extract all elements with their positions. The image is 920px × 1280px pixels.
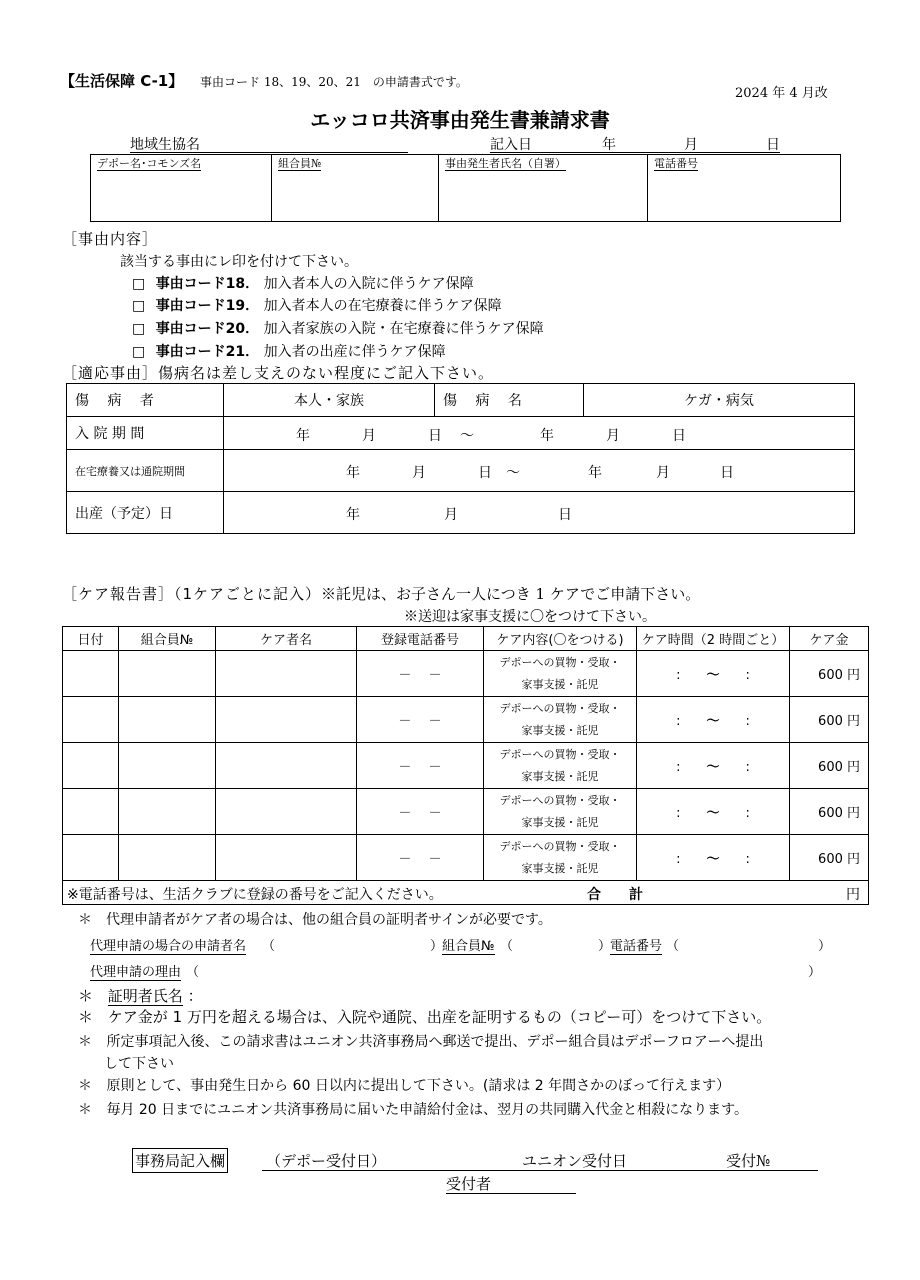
checkbox-icon[interactable]: □: [132, 298, 146, 314]
depot-receipt-date[interactable]: （デポー受付日）: [266, 1152, 387, 1170]
col-care-time: ケア時間（2 時間ごと）: [637, 627, 790, 651]
form-code-note: 事由コード 18、19、20、21 の申請書式です。: [200, 75, 468, 89]
time-end-colon: :: [745, 668, 750, 683]
reason-text: 加入者の出産に伴うケア保障: [263, 344, 446, 360]
proxy-phone-close: ）: [818, 939, 832, 954]
office-use-label: 事務局記入欄: [132, 1148, 228, 1173]
date-cell[interactable]: [63, 789, 119, 835]
col-carer: ケア者名: [216, 627, 357, 651]
time-start-colon: :: [676, 806, 681, 821]
union-receipt-date[interactable]: ユニオン受付日: [522, 1152, 628, 1170]
revision-date: 2024 年 4 月改: [735, 86, 828, 101]
entry-date-field[interactable]: [490, 134, 780, 153]
time-start-colon: :: [676, 852, 681, 867]
date-cell[interactable]: [63, 651, 119, 697]
birth-date-label: 出産（予定）日: [67, 492, 224, 534]
entry-day-label: 日: [766, 137, 780, 153]
note-bullet: ＊: [78, 987, 94, 1005]
care-content-line1: デポーへの買物・受取・: [499, 839, 621, 853]
total-row: [63, 881, 869, 905]
time-start-colon: :: [676, 714, 681, 729]
proxy-member-close: ）: [598, 939, 612, 954]
care-heading: ［ケア報告書］（1ケアごとに記入）: [62, 585, 322, 603]
note-item: [78, 1075, 730, 1095]
note-text: ケア金が 1 万円を超える場合は、入院や通院、出産を証明するもの（コピー可）をつけて下さい。: [107, 1008, 772, 1026]
care-content-cell[interactable]: [484, 835, 637, 881]
hospital-end-month-label: 月: [606, 428, 620, 444]
col-date: 日付: [63, 627, 119, 651]
hospital-end-day-label: 日: [672, 428, 686, 444]
member-no-cell[interactable]: [119, 651, 216, 697]
form-code-label: 【生活保障 C-1】: [60, 72, 184, 90]
time-tilde: ～: [706, 714, 720, 729]
hospital-start-day-label: 日: [428, 428, 442, 444]
birth-date-field[interactable]: [224, 492, 855, 534]
time-tilde: ～: [706, 806, 720, 821]
reason-text: 加入者本人の入院に伴うケア保障: [263, 276, 474, 292]
applicant-info-table: [90, 154, 841, 222]
note-text: 原則として、事由発生日から 60 日以内に提出して下さい。(請求は 2 年間さかのぼって行えます）: [106, 1078, 731, 1094]
note-bullet: ＊: [78, 1102, 92, 1118]
region-field[interactable]: [130, 134, 408, 153]
entry-year-label: 年: [602, 137, 616, 153]
date-cell[interactable]: [63, 743, 119, 789]
patient-label: 傷 病 者: [67, 384, 224, 417]
care-content-line2: 家事支援・託児: [521, 677, 599, 691]
depot-name-header: デポー名･コモンズ名: [97, 157, 202, 170]
receiver-label: 受付者: [446, 1175, 492, 1193]
page-title: エッコロ共済事由発生書兼請求書: [310, 108, 610, 132]
care-time-cell[interactable]: [637, 743, 790, 789]
col-member-no: 組合員№: [119, 627, 216, 651]
care-content-line1: デポーへの買物・受取・: [499, 701, 621, 715]
phone-cell[interactable]: [648, 155, 841, 222]
time-end-colon: :: [745, 806, 750, 821]
proxy-phone-field[interactable]: （: [666, 939, 680, 954]
certifier-colon: ：: [187, 987, 203, 1005]
home-tilde: ～: [506, 465, 520, 481]
care-content-cell[interactable]: [484, 789, 637, 835]
note-bullet: ＊: [78, 1008, 94, 1026]
proxy-name-label: 代理申請の場合の申請者名: [90, 935, 246, 955]
proxy-member-field[interactable]: （: [500, 939, 514, 954]
table-row: [63, 697, 869, 743]
col-care-content: ケア内容(〇をつける): [484, 627, 637, 651]
applicable-heading: ［適応事由］傷病名は差し支えのない程度にご記入下さい。: [62, 364, 495, 382]
care-content-line1: デポーへの買物・受取・: [499, 747, 621, 761]
phone-header: 電話番号: [654, 157, 698, 170]
total-label: 合 計: [587, 887, 643, 903]
care-fee-cell: 600 円: [790, 651, 869, 697]
time-tilde: ～: [706, 668, 720, 683]
hospital-period-field[interactable]: [224, 417, 855, 450]
carer-cell[interactable]: [216, 835, 357, 881]
phone-registration-note: ※電話番号は、生活クラブに登録の番号をご記入ください。: [67, 887, 443, 903]
home-start-day-label: 日: [478, 465, 492, 481]
care-content-line2: 家事支援・託児: [521, 815, 599, 829]
proxy-reason-row: [90, 961, 830, 981]
reason-item-18[interactable]: [132, 273, 474, 293]
phone-cell[interactable]: － －: [357, 697, 484, 743]
disease-value[interactable]: ケガ・病気: [584, 384, 855, 417]
certifier-label: 証明者氏名: [107, 987, 183, 1005]
home-end-month-label: 月: [656, 465, 670, 481]
reason-item-19[interactable]: [132, 295, 502, 315]
table-row: [63, 789, 869, 835]
incident-person-header: 事由発生者氏名（自署）: [445, 157, 566, 170]
care-content-line1: デポーへの買物・受取・: [499, 793, 621, 807]
checkbox-icon[interactable]: □: [132, 344, 146, 360]
table-row: [63, 651, 869, 697]
care-content-line2: 家事支援・託児: [521, 769, 599, 783]
reason-code: 事由コード19．: [155, 298, 260, 314]
care-content-cell[interactable]: [484, 651, 637, 697]
care-fee-cell: 600 円: [790, 789, 869, 835]
note-text: 毎月 20 日までにユニオン共済事務局に届いた申請給付金は、翌月の共同購入代金と相殺になります。: [106, 1102, 749, 1118]
phone-cell[interactable]: － －: [357, 789, 484, 835]
date-cell[interactable]: [63, 697, 119, 743]
time-start-colon: :: [676, 760, 681, 775]
member-no-cell[interactable]: [119, 789, 216, 835]
hospital-start-month-label: 月: [362, 428, 376, 444]
home-period-label: 在宅療養又は通院期間: [67, 450, 224, 492]
care-time-cell[interactable]: [637, 789, 790, 835]
proxy-reason-close: ）: [808, 965, 822, 980]
phone-cell[interactable]: － －: [357, 651, 484, 697]
hospital-period-label: 入 院 期 間: [67, 417, 224, 450]
reason-code: 事由コード20．: [155, 321, 260, 337]
hospital-tilde: ～: [460, 428, 474, 444]
note-item: [78, 1031, 763, 1051]
care-fee-cell: 600 円: [790, 835, 869, 881]
checkbox-icon[interactable]: □: [132, 276, 146, 292]
note-bullet: ＊: [78, 1078, 92, 1094]
proxy-member-label: 組合員№: [442, 935, 495, 955]
office-use-fields: [262, 1150, 818, 1171]
table-row: [63, 743, 869, 789]
home-end-day-label: 日: [720, 465, 734, 481]
time-tilde: ～: [706, 852, 720, 867]
reason-heading: ［事由内容］: [62, 230, 159, 248]
reason-code: 事由コード21．: [155, 344, 260, 360]
entry-date-label: 記入日: [490, 137, 532, 153]
proxy-reason-label: 代理申請の理由: [90, 961, 181, 981]
time-tilde: ～: [706, 760, 720, 775]
member-no-cell[interactable]: [119, 835, 216, 881]
proxy-name-field[interactable]: （: [262, 939, 276, 954]
reason-text: 加入者本人の在宅療養に伴うケア保障: [263, 298, 502, 314]
care-time-cell[interactable]: [637, 697, 790, 743]
patient-value[interactable]: 本人・家族: [224, 384, 435, 417]
care-report-header: [62, 583, 700, 604]
reason-instruction: 該当する事由にレ印を付けて下さい。: [120, 254, 358, 270]
home-start-year-label: 年: [346, 465, 360, 481]
entry-month-label: 月: [684, 137, 698, 153]
disease-label: 傷 病 名: [435, 384, 584, 417]
care-content-cell[interactable]: [484, 743, 637, 789]
carer-cell[interactable]: [216, 697, 357, 743]
birth-day-label: 日: [558, 507, 572, 523]
member-no-header: 組合員№: [278, 157, 322, 170]
note-item: [78, 1006, 771, 1027]
proxy-reason-field[interactable]: （: [186, 965, 200, 980]
care-note-transport: ※送迎は家事支援に〇をつけて下さい。: [404, 609, 656, 625]
phone-cell[interactable]: － －: [357, 743, 484, 789]
proxy-applicant-row: [90, 935, 830, 955]
time-start-colon: :: [676, 668, 681, 683]
depot-name-cell[interactable]: [91, 155, 272, 222]
care-content-line2: 家事支援・託児: [521, 861, 599, 875]
receiver-field[interactable]: [446, 1173, 576, 1194]
note-bullet: ＊: [78, 1034, 92, 1050]
birth-year-label: 年: [346, 507, 360, 523]
care-fee-cell: 600 円: [790, 743, 869, 789]
note-item: [78, 1099, 748, 1119]
home-start-month-label: 月: [412, 465, 426, 481]
proxy-phone-label: 電話番号: [610, 935, 662, 955]
care-time-cell[interactable]: [637, 835, 790, 881]
time-end-colon: :: [745, 714, 750, 729]
note-text-continued: して下さい: [104, 1056, 174, 1072]
proxy-name-close: ）: [430, 939, 444, 954]
home-period-field[interactable]: [224, 450, 855, 492]
carer-cell[interactable]: [216, 743, 357, 789]
reason-item-20[interactable]: [132, 318, 544, 338]
hospital-start-year-label: 年: [296, 428, 310, 444]
region-label: 地域生協名: [130, 137, 200, 153]
hospital-end-year-label: 年: [540, 428, 554, 444]
care-content-line1: デポーへの買物・受取・: [499, 655, 621, 669]
birth-month-label: 月: [444, 507, 458, 523]
carer-cell[interactable]: [216, 789, 357, 835]
reason-code: 事由コード18．: [155, 276, 260, 292]
note-text: 所定事項記入後、この請求書はユニオン共済事務局へ郵送で提出、デポー組合員はデポーフロアーへ提出: [106, 1034, 764, 1050]
time-end-colon: :: [745, 760, 750, 775]
care-time-cell[interactable]: [637, 651, 790, 697]
home-end-year-label: 年: [588, 465, 602, 481]
date-cell[interactable]: [63, 835, 119, 881]
receipt-number[interactable]: 受付№: [726, 1152, 771, 1170]
member-no-cell[interactable]: [272, 155, 439, 222]
member-no-cell[interactable]: [119, 697, 216, 743]
checkbox-icon[interactable]: □: [132, 321, 146, 337]
col-care-fee: ケア金: [790, 627, 869, 651]
applicable-table: [66, 383, 855, 534]
reason-text: 加入者家族の入院・在宅療養に伴うケア保障: [263, 321, 544, 337]
phone-cell[interactable]: － －: [357, 835, 484, 881]
care-table: [62, 626, 869, 905]
certifier-row[interactable]: [78, 985, 203, 1006]
proxy-note: ＊ 代理申請者がケア者の場合は、他の組合員の証明者サインが必要です。: [78, 912, 552, 928]
care-content-cell[interactable]: [484, 697, 637, 743]
carer-cell[interactable]: [216, 651, 357, 697]
table-row: [63, 835, 869, 881]
care-fee-cell: 600 円: [790, 697, 869, 743]
care-note-childcare: ※託児は、お子さん一人につき 1 ケアでご申請下さい。: [321, 585, 701, 603]
total-unit[interactable]: 円: [846, 887, 860, 903]
incident-person-cell[interactable]: [439, 155, 648, 222]
time-end-colon: :: [745, 852, 750, 867]
col-phone: 登録電話番号: [357, 627, 484, 651]
care-content-line2: 家事支援・託児: [521, 723, 599, 737]
reason-item-21[interactable]: [132, 341, 446, 361]
member-no-cell[interactable]: [119, 743, 216, 789]
